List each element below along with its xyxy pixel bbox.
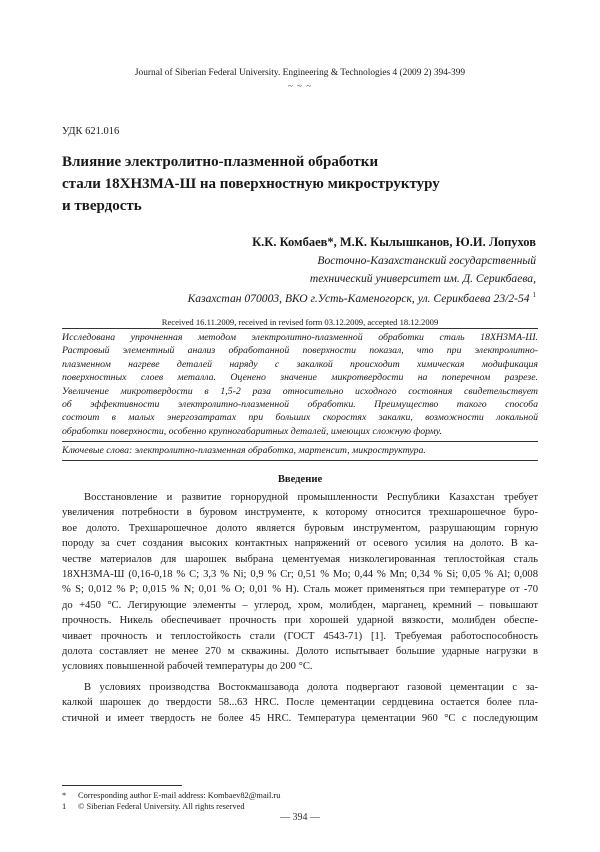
abstract-line: состоит в малых энергозатратах при больших скоростях закалки, возможности локальной (62, 412, 538, 424)
abstract (62, 328, 538, 442)
page-number: — 394 — (280, 812, 320, 823)
abstract-line: Увеличение микротвердости в 1,5-2 раза относительно исходного состояния свидетельствует (62, 385, 538, 397)
footnote-divider (62, 785, 182, 786)
footnote-corresponding (62, 790, 280, 801)
keywords: Ключевые слова: электролитно-плазменная обработка, мартенсит, микроструктура. (62, 445, 426, 456)
udk-code: УДК 621.016 (62, 126, 120, 137)
paragraph-1 (62, 490, 538, 675)
footnote-mark: * (62, 791, 67, 800)
body-line: стичной и имеет твердость не более 45 HRC. Температура цементации 960 °С с последующим (62, 712, 538, 724)
paragraph-2 (62, 680, 538, 726)
section-heading: Введение (277, 474, 323, 485)
affiliation (188, 252, 536, 307)
footnote-text: Corresponding author E-mail address: Kombaev82@mail.ru (78, 791, 281, 800)
affiliation-line: Восточно-Казахстанский государственный (317, 254, 536, 267)
body-line: долота составляет не менее 270 м скважины. Долото испытывает большие ударные нагрузки в (62, 646, 538, 658)
keywords-divider (62, 460, 538, 461)
body-line: до +450 °С. Легирующие элементы – углерод, хром, молибден, марганец, кремний – повышают (62, 599, 538, 611)
abstract-line: об эффективности электролитно-плазменной обработки. Преимущество такого способа (62, 399, 538, 411)
title-line: и твердость (62, 198, 142, 214)
body-text (62, 490, 538, 731)
abstract-line: Исследована упрочненная методом электролитно-плазменной обработки сталь 18ХН3МА-Ш. (62, 332, 538, 343)
header-ornament: ~ ~ ~ (287, 81, 313, 91)
received-dates: Received 16.11.2009, received in revised form 03.12.2009, accepted 18.12.2009 (161, 317, 439, 327)
affiliation-line: технический университет им. Д. Серикбаева, (309, 271, 536, 285)
body-line: прочность. Никель обеспечивает прочность при хорошей ударной вязкости, молибден обеспе- (62, 615, 538, 627)
paper-title (62, 151, 542, 217)
abstract-line: поверхностных слоев металла. Оценено значение микротвердости на поперечном разрезе. (62, 372, 538, 384)
title-line: Влияние электролитно-плазменной обработки (62, 154, 379, 170)
body-line: увеличения потребности в буровом инструменте, к которому относится трехшарошечное буро- (62, 507, 538, 519)
body-line: вое долото. Трехшарошечное долото является буровым инструментом, разрушающим горную (62, 522, 538, 534)
affiliation-address: Казахстан 070003, ВКО г.Усть-Каменогорск, ул. Серикбаева 23/2-54 (187, 291, 530, 305)
body-line: % S; 0,012 % P; 0,015 % N; 0,01 % O; 0,01 % H). Сталь может применяться при температуре от -70 (62, 584, 538, 596)
affiliation-line (188, 287, 536, 307)
body-line: 18ХН3МА-Ш (0,16-0,18 % C; 3,3 % Ni; 0,9 % Cr; 0,51 % Mo; 0,44 % Mn; 0,34 % Si; 0,05 % Al; 0,008 (62, 569, 538, 581)
body-line: честве материалов для шарошек выбрана цементуемая низколегированная теплостойкая сталь (62, 553, 538, 565)
affiliation-mark: 1 (532, 291, 536, 299)
body-line: В условиях производства Востокмашзавода долота подвергают газовой цементации с за- (84, 681, 538, 693)
body-line: Восстановление и развитие горнорудной промышленности Республики Казахстан требует (84, 492, 538, 503)
journal-header: Journal of Siberian Federal University. Engineering & Technologies 4 (2009 2) 394-399 (134, 68, 466, 78)
authors: К.К. Комбаев*, М.К. Кылышканов, Ю.И. Лопухов (252, 235, 536, 249)
abstract-line: обработки поверхности, особенно крупногабаритных деталей, имеющих сложную форму. (62, 425, 442, 437)
footnote-mark: 1 (62, 802, 67, 811)
footnote-text: © Siberian Federal University. All rights reserved (78, 802, 245, 811)
body-line: чивает прочность и теплостойкость стали (ГОСТ 4543-71) [1]. Требуемая работоспособность (62, 630, 538, 642)
abstract-line: плазменном нагреве деталей наряду с закалкой происходит химическая модификация (62, 358, 538, 370)
body-line: калкой шарошек до твердости 58...63 HRC. После цементации сердцевина остается более пла- (62, 697, 538, 709)
body-line: породу за счет создания высоких контактных напряжений от осевого усилия на долото. В ка- (62, 538, 538, 550)
title-line: стали 18ХН3МА-Ш на поверхностную микроструктуру (62, 176, 440, 192)
footnotes (62, 790, 280, 812)
body-line: условиях повышенной рабочей температуры до 200 °С. (62, 661, 313, 673)
footnote-copyright (62, 801, 280, 812)
abstract-line: Растровый элементный анализ обработанной поверхности показал, что при электролитно- (62, 345, 538, 357)
